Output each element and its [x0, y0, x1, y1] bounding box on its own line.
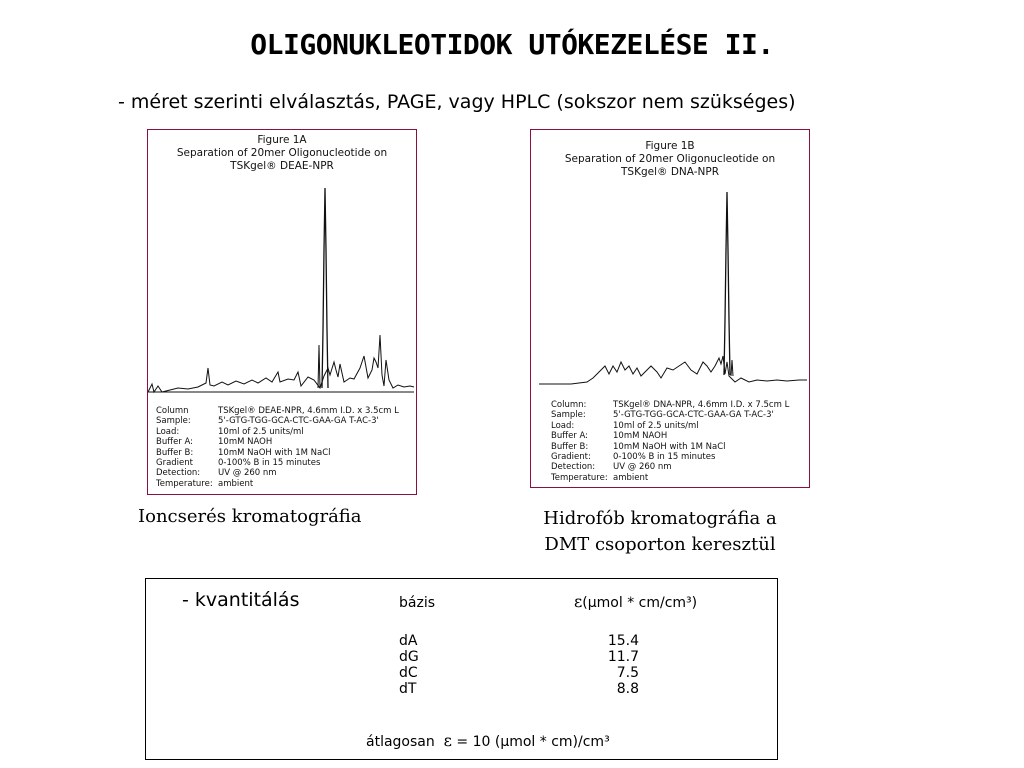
param-key: Column — [156, 406, 189, 416]
table-row — [399, 665, 639, 681]
param-row — [551, 421, 789, 431]
base-column-header: bázis — [399, 595, 435, 611]
figure-1a-parameters — [156, 406, 399, 489]
param-value: 10mM NAOH — [218, 437, 273, 448]
param-value: 10mM NAOH — [613, 431, 668, 442]
figure-1b-caption-line-2: DMT csoporton keresztül — [544, 534, 776, 555]
param-key: Load: — [156, 426, 180, 437]
param-value: 10ml of 2.5 units/ml — [613, 420, 699, 431]
param-key: Gradient: — [551, 452, 591, 463]
param-value: 10mM NaOH with 1M NaCl — [613, 441, 726, 452]
figure-1b-chromatogram — [531, 130, 809, 392]
param-key: Buffer B: — [551, 441, 589, 452]
param-key: Sample: — [551, 410, 586, 421]
param-key: Temperature: — [551, 472, 608, 483]
extinction-table — [399, 633, 639, 697]
param-value: 10mM NaOH with 1M NaCl — [218, 447, 331, 458]
average-prefix: átlagosan — [366, 734, 435, 750]
base-name: dC — [399, 665, 418, 681]
figure-1b-parameters — [551, 400, 789, 483]
param-row — [551, 442, 789, 452]
param-key: Sample: — [156, 416, 191, 427]
param-key: Load: — [551, 420, 575, 431]
param-value: 5'-GTG-TGG-GCA-CTC-GAA-GA T-AC-3' — [613, 410, 774, 421]
figure-1b-shoulder-peak — [731, 360, 733, 376]
table-row — [399, 633, 639, 649]
param-value: 0-100% B in 15 minutes — [218, 458, 321, 469]
epsilon-column-header — [574, 592, 697, 611]
param-key: Gradient — [156, 458, 193, 469]
param-row — [156, 416, 399, 426]
figure-1a-shoulder-peak — [318, 345, 320, 388]
param-row — [551, 473, 789, 483]
param-key: Temperature: — [156, 478, 213, 489]
param-key: Detection: — [156, 468, 201, 479]
average-value: = 10 (μmol * cm)/cm³ — [456, 734, 610, 750]
epsilon-value: 8.8 — [616, 681, 639, 697]
quantitation-box — [145, 578, 778, 760]
figure-1a-caption-line: Separation of 20mer Oligonucleotide on — [176, 147, 388, 159]
figure-1b-caption-line-1: Hidrofób kromatográfia a — [543, 508, 777, 529]
figure-1a-label: Figure 1A — [257, 134, 307, 146]
figure-1b-trace — [539, 356, 807, 384]
figure-1a — [147, 129, 417, 495]
figure-1b-main-peak — [724, 192, 730, 375]
base-name: dA — [399, 633, 418, 649]
param-key: Buffer A: — [156, 437, 194, 448]
param-value: 0-100% B in 15 minutes — [613, 452, 716, 463]
param-row — [156, 437, 399, 447]
param-key: Detection: — [551, 462, 596, 473]
param-key: Buffer B: — [156, 447, 194, 458]
figure-1b — [530, 129, 810, 488]
param-value: TSKgel® DNA-NPR, 4.6mm I.D. x 7.5cm L — [613, 400, 790, 410]
param-row — [551, 400, 789, 410]
table-row — [399, 649, 639, 665]
base-name: dT — [399, 681, 417, 697]
figure-1b-caption — [490, 506, 830, 558]
param-row — [156, 479, 399, 489]
average-epsilon — [366, 731, 610, 750]
param-value: UV @ 260 nm — [613, 462, 672, 473]
figure-1a-chromatogram — [148, 130, 416, 400]
param-row — [551, 410, 789, 420]
param-row — [156, 458, 399, 468]
figure-1b-column-name: TSKgel® DNA-NPR — [620, 166, 719, 178]
param-row — [156, 448, 399, 458]
param-row — [551, 452, 789, 462]
param-value: 5'-GTG-TGG-GCA-CTC-GAA-GA T-AC-3' — [218, 416, 379, 427]
figure-1a-caption: Ioncserés kromatográfia — [138, 506, 362, 527]
figure-1a-trace — [148, 335, 414, 392]
epsilon-value: 7.5 — [616, 665, 639, 681]
epsilon-value: 15.4 — [607, 633, 639, 649]
param-value: 10ml of 2.5 units/ml — [218, 426, 304, 437]
base-name: dG — [399, 649, 419, 665]
param-value: ambient — [218, 478, 254, 489]
param-key: Column: — [551, 400, 587, 410]
epsilon-unit: (μmol * cm/cm³) — [582, 595, 698, 611]
param-row — [156, 468, 399, 478]
figure-1b-label: Figure 1B — [645, 140, 695, 152]
epsilon-value: 11.7 — [607, 649, 639, 665]
param-value: TSKgel® DEAE-NPR, 4.6mm I.D. x 3.5cm L — [218, 406, 399, 416]
quantitation-title: - kvantitálás — [182, 589, 300, 611]
page-title: OLIGONUKLEOTIDOK UTÓKEZELÉSE II. — [250, 28, 774, 61]
param-value: ambient — [613, 472, 649, 483]
param-row — [551, 431, 789, 441]
average-epsilon-symbol: ε — [443, 731, 452, 750]
table-row — [399, 681, 639, 697]
param-row — [551, 462, 789, 472]
page-subtitle: - méret szerinti elválasztás, PAGE, vagy HPLC (sokszor nem szükséges) — [118, 91, 796, 113]
figure-1a-main-peak — [322, 188, 328, 388]
param-row — [156, 406, 399, 416]
param-row — [156, 427, 399, 437]
epsilon-symbol: ε — [574, 592, 583, 611]
figure-1a-column-name: TSKgel® DEAE-NPR — [230, 160, 334, 172]
param-value: UV @ 260 nm — [218, 468, 277, 479]
figure-1b-caption-line: Separation of 20mer Oligonucleotide on — [564, 153, 776, 165]
param-key: Buffer A: — [551, 431, 589, 442]
